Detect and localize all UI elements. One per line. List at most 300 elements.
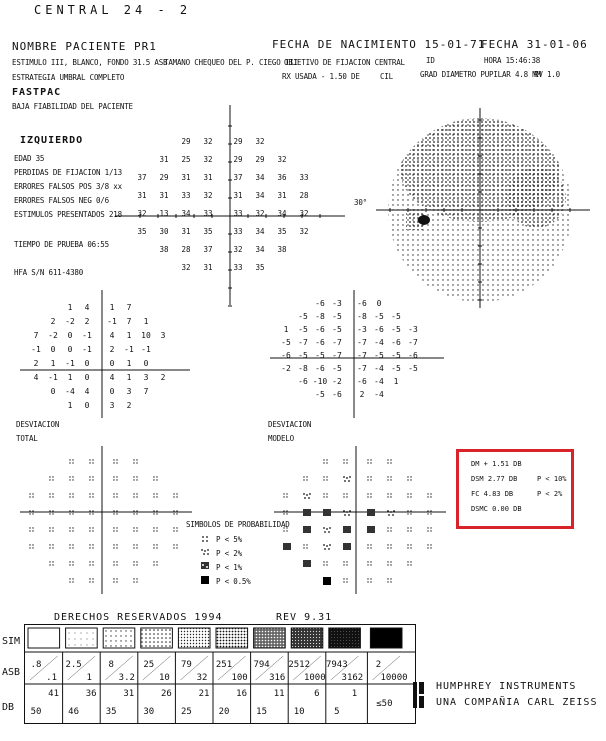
total-deviation-value: -1 bbox=[48, 373, 58, 382]
mean-deviation: DM + 1.51 DB bbox=[471, 460, 522, 468]
probability-symbol bbox=[387, 578, 391, 582]
total-deviation-value: 0 bbox=[84, 359, 90, 368]
probability-symbol bbox=[89, 459, 93, 463]
threshold-value: 29 bbox=[159, 173, 169, 182]
probability-symbol bbox=[323, 561, 327, 565]
total-deviation-value: 0 bbox=[67, 331, 73, 340]
pattern-deviation-value: -5 bbox=[315, 351, 325, 360]
db-lower-value: 35 bbox=[105, 707, 117, 717]
pattern-deviation-value: -4 bbox=[374, 364, 384, 373]
grey-level-swatch bbox=[370, 628, 402, 648]
id-label: ID bbox=[426, 56, 435, 65]
threshold-value: 32 bbox=[299, 209, 309, 218]
total-deviation-value: 0 bbox=[84, 373, 90, 382]
probability-symbol bbox=[407, 527, 411, 531]
pattern-deviation-value: -6 bbox=[374, 325, 384, 334]
probability-symbol bbox=[367, 526, 375, 533]
sim-row-label: SIM bbox=[2, 636, 21, 647]
greyscale-key-table bbox=[24, 624, 416, 724]
pattern-deviation-value: -3 bbox=[408, 325, 418, 334]
probability-symbol bbox=[303, 509, 311, 516]
probability-symbol bbox=[323, 577, 331, 585]
pattern-deviation-value: -6 bbox=[332, 390, 342, 399]
probability-symbol bbox=[367, 476, 371, 480]
probability-symbol bbox=[387, 510, 395, 516]
total-deviation-value: 4 bbox=[84, 387, 90, 396]
pattern-deviation-value: 0 bbox=[376, 299, 382, 308]
probability-symbol bbox=[367, 578, 371, 582]
pattern-deviation-value: -7 bbox=[332, 338, 342, 347]
pattern-deviation-value: -6 bbox=[408, 351, 418, 360]
pattern-deviation-value: -6 bbox=[315, 299, 325, 308]
probability-symbol bbox=[343, 510, 351, 516]
total-deviation-value: 2 bbox=[84, 317, 90, 326]
probability-symbol bbox=[367, 544, 371, 548]
probability-symbol bbox=[89, 527, 93, 531]
probability-symbol bbox=[427, 527, 431, 531]
fixation-losses: PERDIDAS DE FIJACION 1/13 bbox=[14, 168, 122, 177]
asb-lower-value: 1000 bbox=[303, 673, 326, 683]
total-deviation-plot bbox=[10, 290, 210, 420]
probability-symbol bbox=[133, 561, 137, 565]
pattern-deviation-value: -6 bbox=[315, 325, 325, 334]
threshold-value: 32 bbox=[203, 155, 213, 164]
reliability-label: BAJA FIABILIDAD DEL PACIENTE bbox=[12, 102, 133, 111]
probability-symbol bbox=[303, 526, 311, 533]
total-deviation-value: -2 bbox=[65, 317, 75, 326]
threshold-value: 30 bbox=[159, 227, 169, 236]
threshold-value: 29 bbox=[233, 137, 243, 146]
pattern-deviation-value: -5 bbox=[374, 312, 384, 321]
total-deviation-value: 1 bbox=[143, 317, 149, 326]
asb-upper-value: 2512 bbox=[288, 660, 311, 670]
threshold-value: 31 bbox=[203, 263, 213, 272]
probability-symbol bbox=[173, 527, 177, 531]
asb-lower-value: .1 bbox=[46, 673, 58, 683]
threshold-value: 35 bbox=[255, 263, 265, 272]
total-deviation-value: 7 bbox=[33, 331, 39, 340]
probability-symbol bbox=[69, 544, 73, 548]
probability-symbol bbox=[133, 578, 137, 582]
probability-symbol bbox=[69, 493, 73, 497]
threshold-value: 38 bbox=[277, 245, 287, 254]
threshold-value: 31 bbox=[203, 173, 213, 182]
db-upper-value: 11 bbox=[273, 689, 285, 699]
probability-symbol bbox=[69, 476, 73, 480]
software-revision: REV 9.31 bbox=[276, 612, 333, 623]
total-deviation-value: 1 bbox=[126, 359, 132, 368]
company-division: UNA COMPAÑIA CARL ZEISS bbox=[436, 697, 598, 708]
threshold-value: 37 bbox=[233, 173, 243, 182]
asb-lower-value: 100 bbox=[231, 673, 248, 683]
total-deviation-value: 1 bbox=[50, 359, 56, 368]
pattern-deviation-value: -5 bbox=[391, 312, 401, 321]
blind-spot-line: TAMANO CHEQUEO DEL P. CIEGO III bbox=[164, 58, 298, 67]
db-row-label: DB bbox=[2, 702, 15, 713]
grey-level-swatch bbox=[291, 628, 323, 648]
total-deviation-value: 0 bbox=[109, 387, 115, 396]
probability-symbol bbox=[113, 578, 117, 582]
threshold-value: 35 bbox=[137, 227, 147, 236]
axis-degree-label: 30° bbox=[354, 198, 367, 207]
probability-symbol bbox=[113, 544, 117, 548]
corrected-psd: DSMC 0.00 DB bbox=[471, 505, 522, 513]
probability-symbol bbox=[343, 493, 347, 497]
threshold-value: 34 bbox=[255, 173, 265, 182]
probability-symbol bbox=[367, 493, 371, 497]
psd-probability: P < 10% bbox=[537, 475, 567, 483]
visual-acuity: RV 1.0 bbox=[534, 70, 560, 79]
pattern-deviation-value: -5 bbox=[332, 325, 342, 334]
probability-symbol bbox=[133, 544, 137, 548]
probability-symbol bbox=[407, 544, 411, 548]
probability-symbol bbox=[387, 561, 391, 565]
total-deviation-value: 0 bbox=[50, 387, 56, 396]
total-deviation-value: 3 bbox=[109, 401, 115, 410]
pattern-deviation-value: -6 bbox=[315, 364, 325, 373]
total-deviation-value: 1 bbox=[67, 373, 73, 382]
probability-symbol bbox=[173, 493, 177, 497]
pattern-deviation-value: -5 bbox=[298, 325, 308, 334]
pattern-deviation-value: -6 bbox=[357, 377, 367, 386]
probability-symbol bbox=[89, 561, 93, 565]
threshold-value: 28 bbox=[299, 191, 309, 200]
pattern-deviation-value: -6 bbox=[391, 338, 401, 347]
total-deviation-value: 1 bbox=[126, 373, 132, 382]
probability-symbol bbox=[343, 459, 347, 463]
total-deviation-value: 7 bbox=[126, 303, 132, 312]
threshold-value: 37 bbox=[203, 245, 213, 254]
fixation-line: OBJETIVO DE FIJACION CENTRAL bbox=[284, 58, 405, 67]
threshold-value: 38 bbox=[159, 245, 169, 254]
asb-lower-value: 10000 bbox=[380, 673, 408, 683]
pattern-deviation-value: -2 bbox=[281, 364, 291, 373]
total-deviation-value: 10 bbox=[141, 331, 151, 340]
db-upper-value: 6 bbox=[314, 689, 320, 699]
birth-date: FECHA DE NACIMIENTO 15-01-71 bbox=[272, 38, 486, 51]
total-deviation-value: -1 bbox=[31, 345, 41, 354]
total-deviation-value: 1 bbox=[109, 303, 115, 312]
threshold-value: 28 bbox=[181, 245, 191, 254]
probability-symbol bbox=[69, 459, 73, 463]
legend-p05: P < 0.5% bbox=[216, 577, 251, 586]
probability-symbol bbox=[153, 527, 157, 531]
probability-symbol bbox=[133, 527, 137, 531]
threshold-value: 33 bbox=[299, 173, 309, 182]
pattern-deviation-label: DESVIACION bbox=[268, 420, 312, 429]
pattern-deviation-value: -5 bbox=[408, 364, 418, 373]
probability-symbol bbox=[407, 561, 411, 565]
total-deviation-value: -2 bbox=[48, 331, 58, 340]
total-deviation-value: 2 bbox=[50, 317, 56, 326]
pattern-deviation-value: 1 bbox=[393, 377, 399, 386]
pattern-deviation-value: 2 bbox=[359, 390, 365, 399]
pattern-deviation-value: -2 bbox=[332, 377, 342, 386]
db-lower-value: 5 bbox=[334, 707, 340, 717]
pattern-deviation-value: -7 bbox=[298, 338, 308, 347]
threshold-value: 32 bbox=[137, 209, 147, 218]
db-upper-value: 21 bbox=[198, 689, 210, 699]
db-upper-value: 41 bbox=[48, 689, 60, 699]
threshold-value: 31 bbox=[277, 191, 287, 200]
asb-upper-value: 8 bbox=[108, 660, 114, 670]
probability-symbol bbox=[387, 459, 391, 463]
pattern-deviation-value: -6 bbox=[298, 377, 308, 386]
threshold-value: 34 bbox=[181, 209, 191, 218]
total-deviation-value: 0 bbox=[50, 345, 56, 354]
probability-symbol bbox=[173, 544, 177, 548]
probability-symbol bbox=[323, 493, 327, 497]
false-positives: ERRORES FALSOS POS 3/8 xx bbox=[14, 182, 122, 191]
asb-lower-value: 10 bbox=[158, 673, 170, 683]
hfa-serial: HFA S/N 611-4380 bbox=[14, 268, 84, 277]
total-deviation-value: 0 bbox=[84, 401, 90, 410]
legend-p2: P < 2% bbox=[216, 549, 242, 558]
db-last-value: ≤50 bbox=[376, 699, 393, 709]
probability-symbol bbox=[89, 544, 93, 548]
probability-symbol bbox=[323, 476, 327, 480]
global-indices-box bbox=[456, 449, 574, 529]
pattern-deviation-plot bbox=[262, 290, 462, 420]
probability-symbol bbox=[367, 561, 371, 565]
asb-upper-value: 794 bbox=[253, 660, 270, 670]
probability-symbol bbox=[29, 527, 33, 531]
legend-p5: P < 5% bbox=[216, 535, 242, 544]
db-lower-value: 10 bbox=[293, 707, 305, 717]
age-label: EDAD 35 bbox=[14, 154, 45, 163]
threshold-value: 33 bbox=[233, 263, 243, 272]
pattern-deviation-value: -4 bbox=[374, 338, 384, 347]
threshold-value: 33 bbox=[233, 209, 243, 218]
humphrey-logo-icon bbox=[412, 680, 426, 710]
probability-symbol bbox=[283, 543, 291, 550]
total-deviation-value: 4 bbox=[109, 373, 115, 382]
threshold-value: 37 bbox=[137, 173, 147, 182]
pattern-deviation-value: -6 bbox=[281, 351, 291, 360]
time-label: HORA 15:46:38 bbox=[484, 56, 541, 65]
grey-level-swatch bbox=[66, 628, 98, 648]
probability-symbol bbox=[407, 476, 411, 480]
asb-row-label: ASB bbox=[2, 667, 21, 678]
probability-symbol bbox=[49, 544, 53, 548]
db-upper-value: 36 bbox=[85, 689, 97, 699]
company-name: HUMPHREY INSTRUMENTS bbox=[436, 681, 577, 692]
probability-symbol bbox=[367, 509, 375, 516]
total-deviation-value: 3 bbox=[143, 373, 149, 382]
total-deviation-value: 1 bbox=[67, 303, 73, 312]
strategy-line: ESTRATEGIA UMBRAL COMPLETO bbox=[12, 73, 125, 82]
pattern-deviation-value: -7 bbox=[357, 364, 367, 373]
total-deviation-value: 0 bbox=[67, 345, 73, 354]
legend-p1: P < 1% bbox=[216, 563, 242, 572]
probability-symbol bbox=[133, 459, 137, 463]
threshold-value: 34 bbox=[255, 245, 265, 254]
stimulus-line: ESTIMULO III, BLANCO, FONDO 31.5 ASB bbox=[12, 58, 168, 67]
probability-symbol bbox=[367, 459, 371, 463]
probability-legend-title: SIMBOLOS DE PROBABILIDAD bbox=[186, 520, 290, 529]
pattern-deviation-value: -5 bbox=[391, 364, 401, 373]
asb-upper-value: 79 bbox=[180, 660, 192, 670]
pattern-deviation-value: -7 bbox=[357, 338, 367, 347]
threshold-value: 32 bbox=[255, 209, 265, 218]
total-deviation-value: 4 bbox=[84, 303, 90, 312]
probability-symbol bbox=[323, 527, 331, 533]
pattern-deviation-probability-plot bbox=[268, 446, 452, 596]
threshold-value: 34 bbox=[277, 209, 287, 218]
pattern-deviation-value: -4 bbox=[374, 390, 384, 399]
rx-line: RX USADA - 1.50 DE bbox=[282, 72, 360, 81]
threshold-value: 31 bbox=[233, 191, 243, 200]
total-deviation-value: 2 bbox=[160, 373, 166, 382]
threshold-value: 31 bbox=[159, 155, 169, 164]
threshold-value: 32 bbox=[299, 227, 309, 236]
exam-date: FECHA 31-01-06 bbox=[481, 38, 588, 51]
asb-upper-value: .8 bbox=[30, 660, 42, 670]
pattern-deviation-value: -6 bbox=[357, 299, 367, 308]
threshold-value: 31 bbox=[159, 191, 169, 200]
total-deviation-value: 1 bbox=[67, 401, 73, 410]
test-duration: TIEMPO DE PRUEBA 06:55 bbox=[14, 240, 109, 249]
pattern-deviation-value: -5 bbox=[374, 351, 384, 360]
probability-symbol bbox=[113, 476, 117, 480]
grey-level-swatch bbox=[329, 628, 361, 648]
threshold-value: 32 bbox=[181, 263, 191, 272]
total-deviation-value: -1 bbox=[82, 331, 92, 340]
threshold-value: 31 bbox=[181, 227, 191, 236]
asb-lower-value: 32 bbox=[196, 673, 208, 683]
pattern-deviation-value: -5 bbox=[332, 312, 342, 321]
threshold-value: 32 bbox=[255, 137, 265, 146]
total-deviation-value: 7 bbox=[126, 317, 132, 326]
db-lower-value: 25 bbox=[180, 707, 192, 717]
probability-symbol bbox=[69, 561, 73, 565]
probability-symbol bbox=[113, 493, 117, 497]
db-lower-value: 50 bbox=[30, 707, 42, 717]
db-lower-value: 30 bbox=[143, 707, 155, 717]
asb-lower-value: 316 bbox=[269, 673, 286, 683]
threshold-value: 32 bbox=[203, 137, 213, 146]
threshold-value: 33 bbox=[181, 191, 191, 200]
total-deviation-value: 1 bbox=[126, 331, 132, 340]
probability-symbol bbox=[133, 493, 137, 497]
total-deviation-value: 2 bbox=[33, 359, 39, 368]
probability-symbol bbox=[387, 476, 391, 480]
total-deviation-sublabel: TOTAL bbox=[16, 434, 38, 443]
probability-symbol bbox=[387, 527, 391, 531]
total-deviation-value: -1 bbox=[141, 345, 151, 354]
total-deviation-value: 4 bbox=[109, 331, 115, 340]
probability-symbol bbox=[303, 560, 311, 567]
probability-legend-symbols bbox=[200, 534, 214, 586]
total-deviation-value: 0 bbox=[109, 359, 115, 368]
probability-symbol bbox=[303, 544, 307, 548]
probability-symbol bbox=[49, 561, 53, 565]
probability-symbol bbox=[153, 476, 157, 480]
total-deviation-value: 3 bbox=[160, 331, 166, 340]
grey-level-swatch bbox=[178, 628, 210, 648]
db-lower-value: 15 bbox=[256, 707, 268, 717]
pattern-deviation-value: -6 bbox=[315, 338, 325, 347]
grey-level-swatch bbox=[28, 628, 60, 648]
threshold-value: 29 bbox=[255, 155, 265, 164]
probability-symbol bbox=[89, 476, 93, 480]
grey-level-swatch bbox=[141, 628, 173, 648]
total-deviation-value: 2 bbox=[126, 401, 132, 410]
probability-symbol bbox=[343, 561, 347, 565]
probability-symbol bbox=[323, 459, 327, 463]
threshold-value: 29 bbox=[181, 137, 191, 146]
pattern-deviation-sublabel: MODELO bbox=[268, 434, 294, 443]
probability-symbol bbox=[49, 476, 53, 480]
cyl-line: CIL bbox=[380, 72, 393, 81]
probability-symbol bbox=[153, 493, 157, 497]
probability-symbol bbox=[49, 527, 53, 531]
stimuli-presented: ESTIMULOS PRESENTADOS 218 bbox=[14, 210, 122, 219]
threshold-value: 29 bbox=[233, 155, 243, 164]
total-deviation-value: -1 bbox=[124, 345, 134, 354]
fastpac-label: FASTPAC bbox=[12, 87, 62, 98]
probability-symbol bbox=[303, 476, 307, 480]
total-deviation-value: -1 bbox=[107, 317, 117, 326]
pupil-line: GRAD DIAMETRO PUPILAR 4.8 MM bbox=[420, 70, 541, 79]
probability-symbol bbox=[343, 578, 347, 582]
total-deviation-label: DESVIACION bbox=[16, 420, 60, 429]
probability-symbol bbox=[89, 493, 93, 497]
pattern-deviation-value: -5 bbox=[298, 312, 308, 321]
pattern-deviation-value: -7 bbox=[357, 351, 367, 360]
pattern-deviation-value: -5 bbox=[298, 351, 308, 360]
grey-level-swatch bbox=[103, 628, 135, 648]
pattern-deviation-value: -8 bbox=[357, 312, 367, 321]
pattern-deviation-value: -7 bbox=[332, 351, 342, 360]
pattern-deviation-value: -5 bbox=[281, 338, 291, 347]
probability-symbol bbox=[113, 527, 117, 531]
probability-symbol bbox=[29, 493, 33, 497]
threshold-value: 35 bbox=[203, 227, 213, 236]
threshold-value: 13 bbox=[159, 209, 169, 218]
asb-lower-value: 3162 bbox=[341, 673, 364, 683]
probability-symbol bbox=[133, 476, 137, 480]
asb-upper-value: 2.5 bbox=[65, 660, 82, 670]
probability-symbol bbox=[113, 459, 117, 463]
patient-name: NOMBRE PACIENTE PR1 bbox=[12, 40, 157, 53]
total-deviation-value: 0 bbox=[143, 359, 149, 368]
pattern-deviation-value: -3 bbox=[357, 325, 367, 334]
db-upper-value: 16 bbox=[236, 689, 248, 699]
test-title: CENTRAL 24 - 2 bbox=[34, 3, 192, 17]
threshold-value: 34 bbox=[255, 191, 265, 200]
pattern-std-deviation: DSM 2.77 DB bbox=[471, 475, 518, 483]
threshold-value: 33 bbox=[233, 227, 243, 236]
grey-level-swatch bbox=[254, 628, 286, 648]
asb-upper-value: 251 bbox=[215, 660, 233, 670]
asb-upper-value: 25 bbox=[143, 660, 155, 670]
total-deviation-value: -1 bbox=[82, 345, 92, 354]
grey-level-swatch bbox=[216, 628, 248, 648]
probability-symbol bbox=[153, 544, 157, 548]
probability-symbol bbox=[387, 544, 391, 548]
probability-symbol bbox=[343, 476, 351, 482]
pattern-deviation-value: -5 bbox=[391, 351, 401, 360]
probability-symbol bbox=[69, 578, 73, 582]
sf-probability: P < 2% bbox=[537, 490, 563, 498]
threshold-value: 36 bbox=[277, 173, 287, 182]
greyscale-plot bbox=[376, 108, 590, 308]
probability-symbol bbox=[303, 493, 311, 499]
probability-symbol bbox=[113, 561, 117, 565]
probability-symbol bbox=[427, 544, 431, 548]
asb-lower-value: 3.2 bbox=[118, 673, 135, 683]
